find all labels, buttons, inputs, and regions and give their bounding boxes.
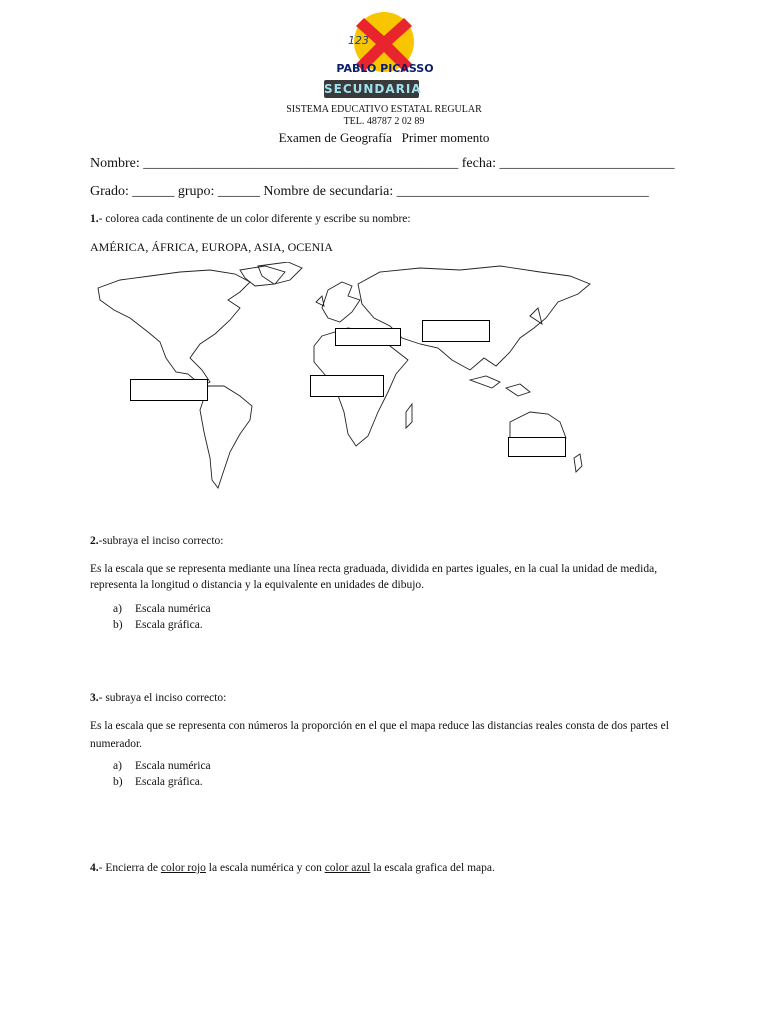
exam-title: Examen de Geografía Primer momento [278, 130, 490, 145]
question-text: - subraya el inciso correcto: [98, 692, 227, 704]
question-3-option-a[interactable] [113, 760, 211, 772]
option-letter: b) [113, 619, 123, 631]
question-number: 2. [90, 535, 99, 547]
option-letter: a) [113, 760, 122, 772]
school-name: PABLO PICASSO [336, 62, 434, 75]
blue-color-instruction: color azul [324, 862, 371, 874]
option-letter: a) [113, 603, 122, 615]
question-number: 3. [90, 692, 99, 704]
grade-group-school-line: Grado: ______ grupo: ______ Nombre de secundaria: ____________________________________ [90, 184, 649, 199]
question-4 [90, 862, 495, 874]
option-text: Escala gráfica. [135, 619, 203, 631]
question-2 [90, 535, 223, 547]
name-date-line: Nombre: _____________________________________________ fecha: _________________________ [90, 156, 675, 171]
question-3-body: Es la escala que se representa con números la proporción en el que el mapa reduce las distancias reales consta de dos partes el numerador. [90, 720, 669, 750]
world-map [90, 262, 602, 498]
label-box-asia[interactable] [422, 320, 490, 342]
school-level-banner: SECUNDARIA [324, 82, 422, 96]
question-3 [90, 692, 226, 704]
question-2-body: Es la escala que se representa mediante una línea recta graduada, dividida en partes iguales, en la cual la unidad de medida, representa la longitud o distancia y la equivalente en unidades de dibujo. [90, 563, 658, 591]
question-2-option-b[interactable] [113, 619, 203, 631]
option-letter: b) [113, 776, 123, 788]
label-box-africa[interactable] [310, 375, 384, 397]
question-1 [90, 213, 411, 225]
question-number: 1. [90, 213, 99, 225]
label-box-oceania[interactable] [508, 437, 566, 457]
question-number: 4. [90, 862, 99, 874]
telephone: TEL. 48787 2 02 89 [343, 116, 425, 127]
question-3-option-b[interactable] [113, 776, 203, 788]
continents-list: AMÉRICA, ÁFRICA, EUROPA, ASIA, OCENIA [90, 240, 333, 254]
label-box-america[interactable] [130, 379, 208, 401]
question-text-part: la escala numérica y con [205, 862, 325, 874]
question-text: -subraya el inciso correcto: [98, 535, 224, 547]
label-box-europe[interactable] [335, 328, 401, 346]
question-text-part: la escala grafica del mapa. [370, 862, 495, 874]
system-name: SISTEMA EDUCATIVO ESTATAL REGULAR [286, 104, 482, 115]
option-text: Escala numérica [135, 760, 211, 772]
question-text-part: - Encierra de [98, 862, 161, 874]
option-text: Escala gráfica. [135, 776, 203, 788]
red-color-instruction: color rojo [160, 862, 206, 874]
option-text: Escala numérica [135, 603, 211, 615]
svg-text:123: 123 [348, 34, 369, 47]
question-2-option-a[interactable] [113, 603, 211, 615]
question-text: - colorea cada continente de un color diferente y escribe su nombre: [98, 213, 411, 225]
